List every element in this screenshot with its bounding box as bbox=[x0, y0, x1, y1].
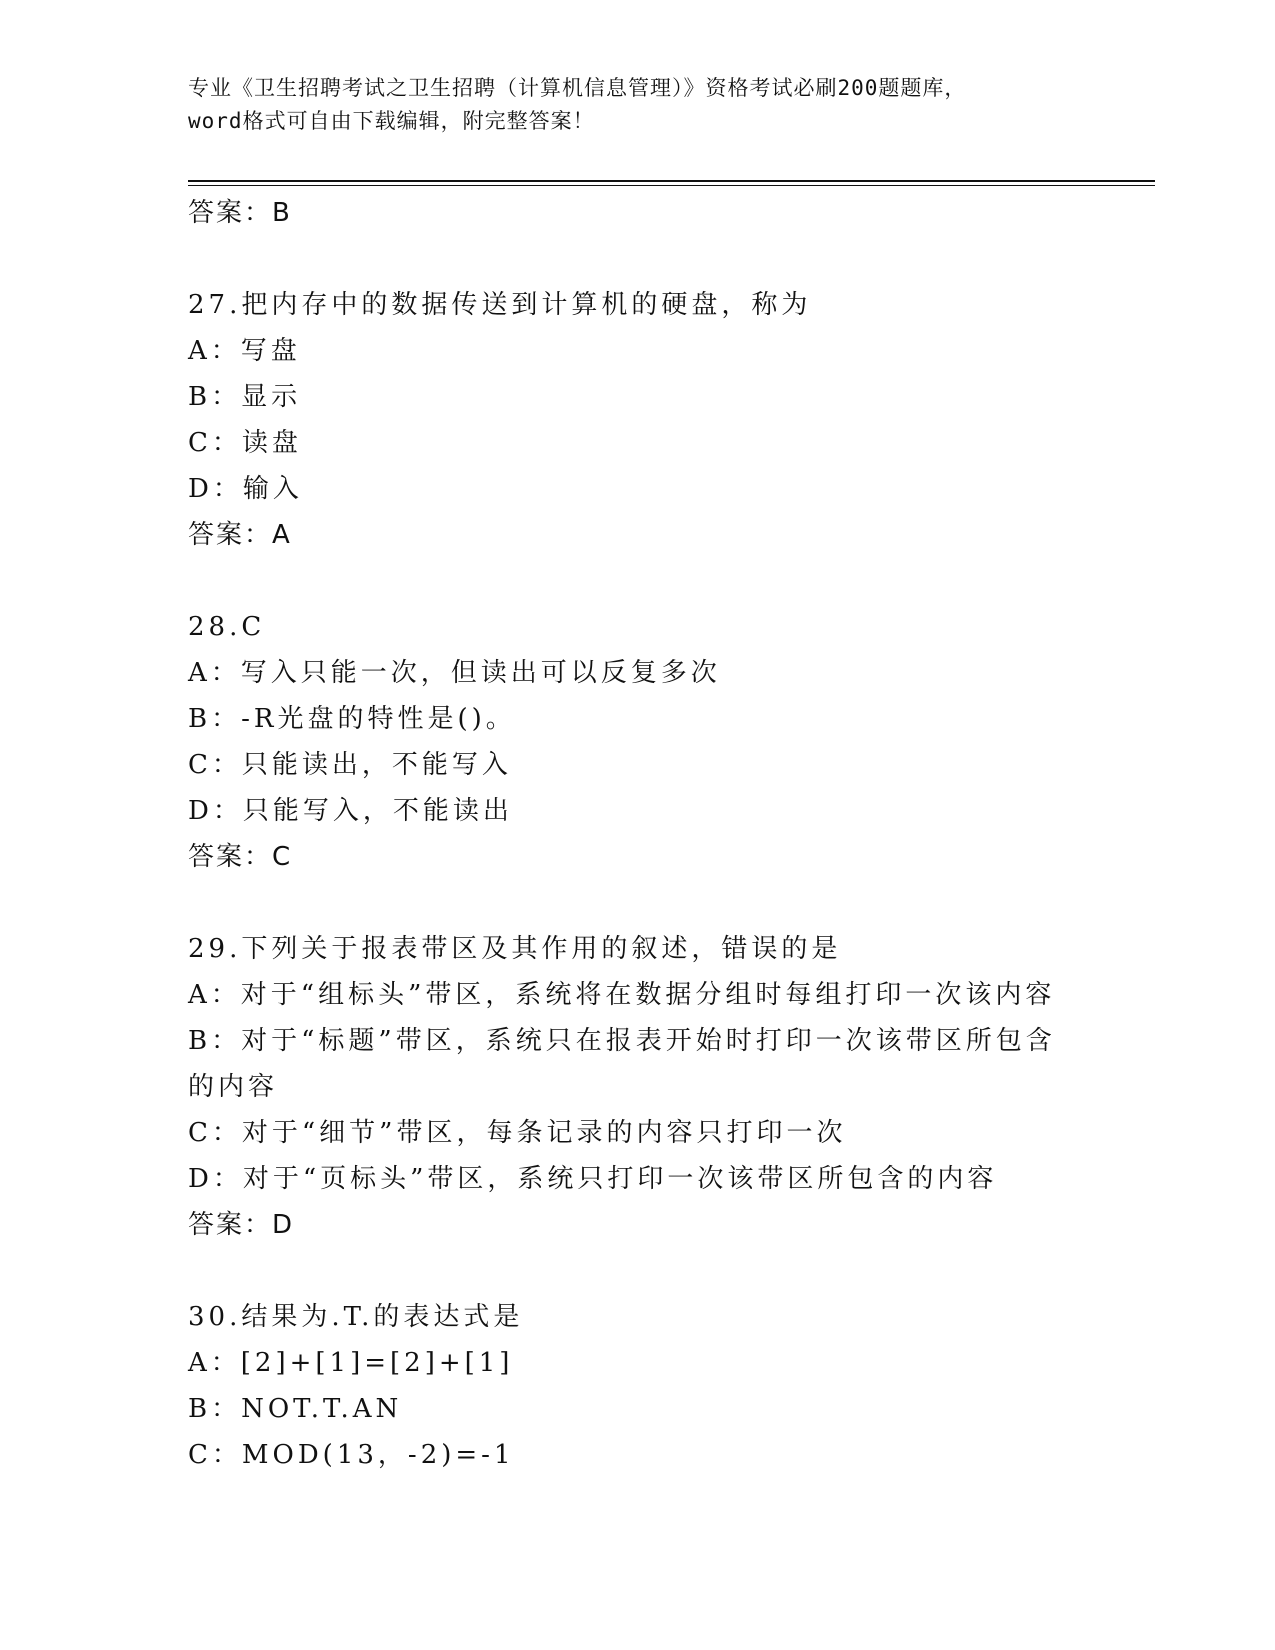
header-line-2: word格式可自由下载编辑，附完整答案！ bbox=[188, 109, 595, 133]
option-c: C：只能读出，不能写入 bbox=[188, 750, 512, 780]
question-30 bbox=[188, 1294, 1148, 1478]
answer-line: 答案：B bbox=[188, 198, 292, 228]
question-stem: 30.结果为.T.的表达式是 bbox=[188, 1302, 524, 1332]
question-stem: 29.下列关于报表带区及其作用的叙述，错误的是 bbox=[188, 934, 842, 964]
option-d: D：只能写入，不能读出 bbox=[188, 796, 513, 826]
option-b: B：NOT.T.AN bbox=[188, 1394, 403, 1424]
answer-line: 答案：C bbox=[188, 842, 293, 872]
option-a: A：写盘 bbox=[188, 336, 301, 366]
answer-line: 答案：D bbox=[188, 1210, 295, 1240]
option-c: C：MOD(13，-2)=-1 bbox=[188, 1440, 515, 1470]
option-c: C：对于“细节”带区，每条记录的内容只打印一次 bbox=[188, 1118, 847, 1148]
header-line-1: 专业《卫生招聘考试之卫生招聘（计算机信息管理）》资格考试必刷200题题库， bbox=[188, 76, 967, 100]
option-b: B：-R光盘的特性是()。 bbox=[188, 704, 516, 734]
answer-line: 答案：A bbox=[188, 520, 292, 550]
option-d: D：对于“页标头”带区，系统只打印一次该带区所包含的内容 bbox=[188, 1164, 998, 1194]
question-28 bbox=[188, 604, 1148, 880]
spacer bbox=[188, 880, 1148, 926]
question-29 bbox=[188, 926, 1148, 1248]
header-divider bbox=[188, 180, 1155, 186]
question-27 bbox=[188, 282, 1148, 558]
option-b: B：对于“标题”带区，系统只在报表开始时打印一次该带区所包含的内容 bbox=[188, 1026, 1056, 1102]
document-header bbox=[188, 72, 1088, 138]
question-stem: 27.把内存中的数据传送到计算机的硬盘，称为 bbox=[188, 290, 812, 320]
option-a: A：写入只能一次，但读出可以反复多次 bbox=[188, 658, 721, 688]
spacer bbox=[188, 1248, 1148, 1294]
spacer bbox=[188, 558, 1148, 604]
option-a: A：对于“组标头”带区，系统将在数据分组时每组打印一次该内容 bbox=[188, 980, 1056, 1010]
option-d: D：输入 bbox=[188, 474, 303, 504]
option-c: C：读盘 bbox=[188, 428, 302, 458]
spacer bbox=[188, 236, 1148, 282]
option-a: A：[2]+[1]=[2]+[1] bbox=[188, 1348, 514, 1378]
question-list bbox=[188, 190, 1148, 1478]
option-b: B：显示 bbox=[188, 382, 302, 412]
question-stem: 28.C bbox=[188, 612, 266, 642]
